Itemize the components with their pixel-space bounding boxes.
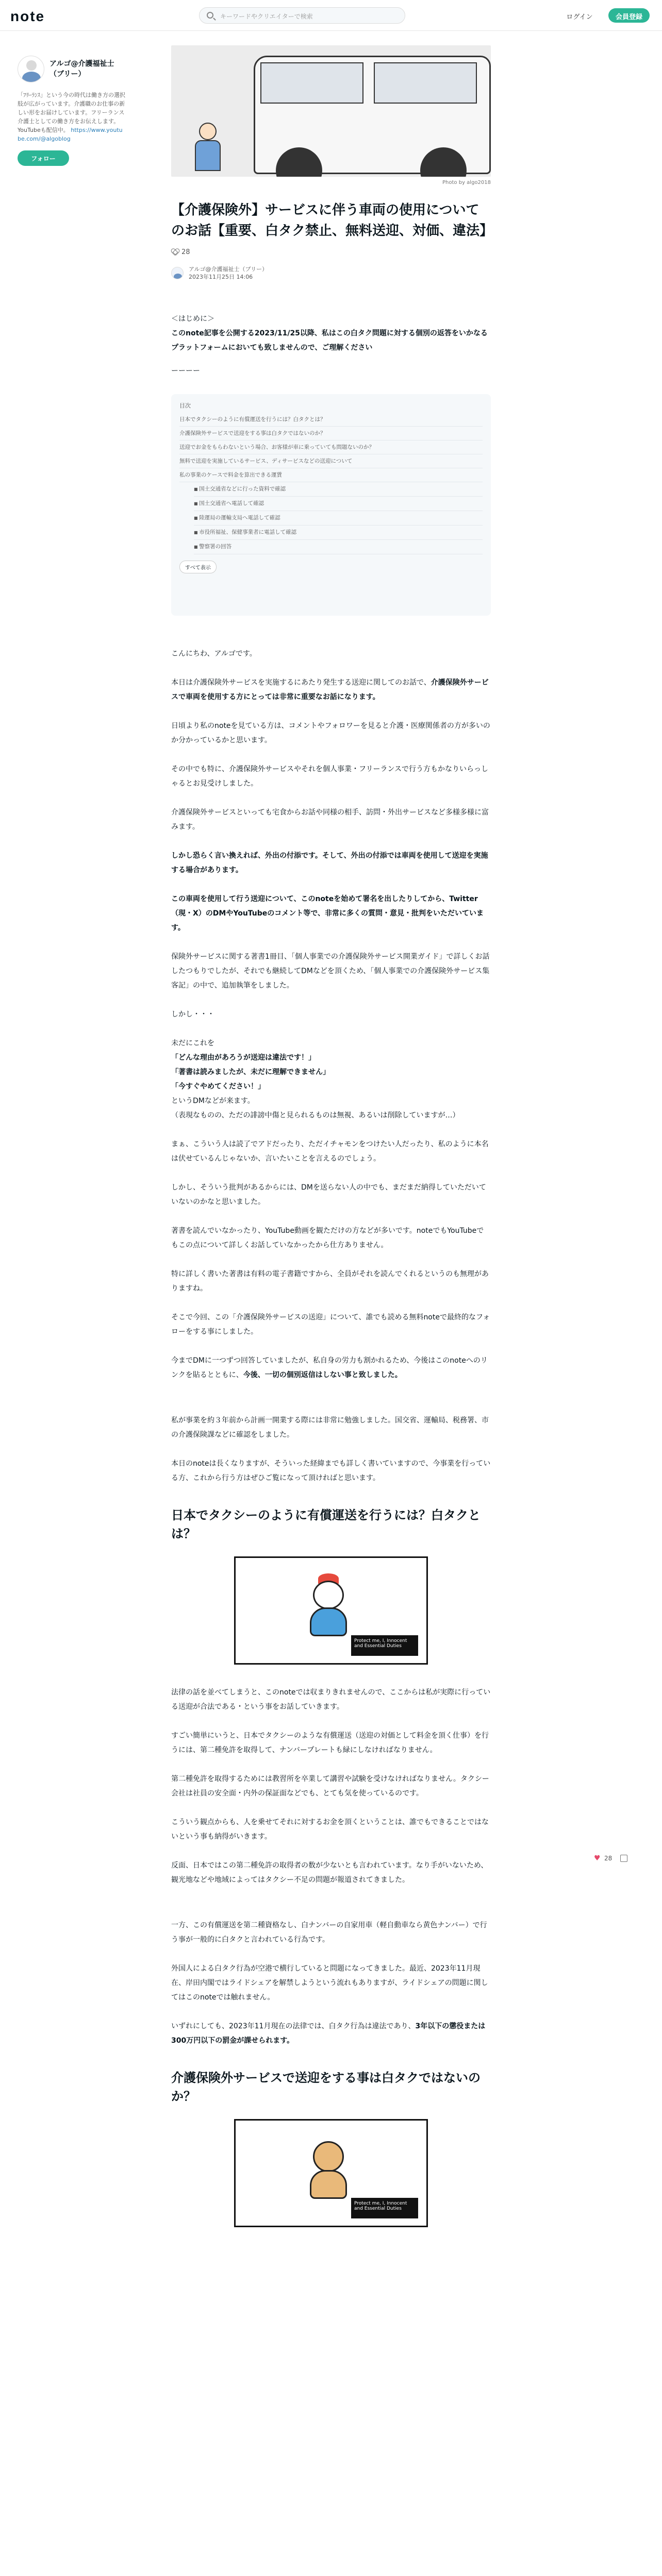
paragraph: しかし・・・ (171, 1010, 214, 1019)
paragraph: 未だにこれを 「どんな理由があろうが送迎は違法です！」 「著書は読みましたが、未だに理解できません」 「今すぐやめてください！」 というDMなどが来ます。 （表現なものの、ただの誹謗中傷と見られるものは無視、あるいは削除していますが…） (171, 1039, 460, 1120)
author-meta (189, 265, 268, 281)
paragraph: 反面、日本ではこの第二種免許の取得者の数が少ないとも言われています。なり手がいないため、観光地などや地域によってはタクシー不足の問題が報道されてきました。 (171, 1861, 488, 1884)
paragraph: 著書を読んでいなかったり、YouTube動画を観ただけの方などが多いです。noteでもYouTubeでもこの点について詳しくお話していなかったから仕方ありません。 (171, 1227, 484, 1249)
paragraph: しかし、そういう批判があるからには、DMを送らない人の中でも、まだまだ納得していただいていないのかなと思いました。 (171, 1183, 486, 1206)
paragraph: すごい簡単にいうと、日本でタクシーのような有償運送（送迎の対価として料金を頂く仕事）を行うには、第二種免許を取得して、ナンバープレートも緑にしなければなりません。 (171, 1732, 489, 1754)
paragraph: 法律の話を並べてしまうと、このnoteでは収まりきれませんので、ここからは私が実際に行っている送迎が合法である・という事をお話していきます。 (171, 1688, 491, 1711)
article-main (171, 45, 491, 2248)
hero-image (171, 45, 491, 177)
share-icon[interactable] (620, 1855, 627, 1862)
toc-heading: 目次 (179, 402, 191, 409)
paragraph: 介護保険外サービスといっても宅食からお話や同様の相手、訪問・外出サービスなど多様多様に富みます。 (171, 808, 489, 831)
rooster-illustration (234, 1556, 428, 1665)
creator-name[interactable]: アルゴ@介護福祉士（ブリー） (49, 60, 114, 78)
search-icon (207, 12, 213, 19)
toc-item[interactable]: 私の事業のケースで料金を算出できる運賃 (179, 468, 483, 482)
paragraph: そこで今回、この「介護保険外サービスの送迎」について、誰でも読める無料noteで最終的なフォローをする事にしました。 (171, 1313, 490, 1336)
section-heading: 日本でタクシーのように有償運送を行うには？白タクとは？ (171, 1508, 481, 1541)
intro-label: ＜はじめに＞ (171, 315, 214, 323)
paragraph: 外国人による白タク行為が空港で横行していると問題になってきました。最近、2023年11月現在、岸田内閣ではライドシェアを解禁しようという流れもありますが、ライドシェアの問題に関してはこのnoteでは触れません。 (171, 1964, 488, 2002)
paragraph: 今までDMに一つずつ回答していましたが、私自身の労力も割かれるため、今後はこのnoteへのリンクを貼るとともに、今後、一切の個別返信はしない事と致しました。 (171, 1357, 488, 1379)
author-row (171, 265, 491, 281)
intro-block (171, 312, 491, 355)
table-of-contents (171, 394, 491, 616)
article-title: 【介護保険外】サービスに伴う車両の使用についてのお話【重要、白タク禁止、無料送迎、対価、違法】 (171, 202, 493, 239)
paragraph: 本日のnoteは長くなりますが、そういった経緯までも詳しく書いていますので、今事業を行っている方、これから行う方はぜひご覧になって頂ければと思います。 (171, 1460, 491, 1482)
paragraph: この車両を使用して行う送迎について、このnoteを始めて署名を出したりしてから、Twitter（現・X）のDMやYouTubeのコメント等で、非常に多くの質問・意見・批判をいただいています。 (171, 895, 484, 932)
search-placeholder: キーワードやクリエイターで検索 (220, 13, 313, 20)
toc-item[interactable]: ■ 国土交通省などに行った資料で確認 (194, 482, 483, 497)
toc-item[interactable]: 無料で送迎を実施しているサービス、ディサービスなどの送迎について (179, 454, 483, 468)
like-row (171, 248, 491, 256)
search-input[interactable] (199, 7, 405, 24)
paragraph: こんにちわ、アルゴです。 (171, 650, 257, 658)
login-button[interactable]: ログイン (566, 13, 593, 21)
publish-date: 2023年11月25日 14:06 (189, 274, 253, 280)
toc-item[interactable]: 日本でタクシーのように有償運送を行うには？白タクとは？ (179, 413, 483, 427)
paragraph: 第二種免許を取得するためには教習所を卒業して講習や試験を受けなければなりません。タクシー会社は社員の安全面・内外の保証面などでも、とても気を使っているのです。 (171, 1775, 489, 1798)
photo-caption: Photo by algo2018 (442, 180, 491, 185)
van-illustration (254, 56, 491, 174)
note-logo[interactable]: note (10, 8, 45, 24)
paragraph: 特に詳しく書いた著書は有料の電子書籍ですから、全員がそれを読んでくれるというのも無理がありますね。 (171, 1270, 489, 1293)
illustration-caption: Protect me, I, Innocent and Essential Duties (351, 2198, 418, 2218)
floating-like-count: 28 (604, 1855, 613, 1862)
register-button[interactable]: 会員登録 (608, 8, 650, 23)
paragraph: その中でも特に、介護保険外サービスやそれを個人事業・フリーランスで行う方もかなりいらっしゃるとお見受けしました。 (171, 765, 489, 788)
person-illustration (192, 123, 223, 174)
paragraph: しかし恐らく言い換えれば、外出の付添です。そして、外出の付添では車両を使用して送迎を実施する場合があります。 (171, 852, 488, 874)
article-body (171, 647, 491, 2227)
creator-avatar[interactable] (18, 56, 44, 82)
creator-sidebar (18, 56, 126, 166)
creator-bio-text: 「ﾌﾘｰﾗﾝｽ」という今の時代は働き方の選択肢が広がっています。介護職のお仕事の新しい形をお届けしています。フリーランス介護士としての働き方をお伝えします。YouTubeも配信中。 (18, 92, 125, 133)
paragraph: こういう観点からも、人を乗せてそれに対するお金を頂くということは、誰でもできることではないという事も納得がいきます。 (171, 1818, 489, 1841)
like-count: 28 (181, 248, 190, 256)
paragraph: 保険外サービスに関する著書1冊目、「個人事業での介護保険外サービス開業ガイド」で詳しくお話したつもりでしたが、それでも継続してDMなどを頂くため、「個人事業での介護保険外サービス集客記」の中で、追加執筆をしました。 (171, 953, 490, 990)
toc-item[interactable]: 介護保険外サービスで送迎をする事は白タクではないのか？ (179, 427, 483, 440)
floating-actions (594, 1855, 627, 1862)
author-avatar[interactable] (171, 267, 184, 279)
toc-item[interactable]: 送迎でお金をもらわないという場合、お客様が車に乗っていても問題ないのか？ (179, 440, 483, 454)
intro-text: このnote記事を公開する2023/11/25以降、私はこの白タク問題に対する個別の返答をいかなるプラットフォームにおいても致しませんので、ご理解ください (171, 329, 488, 352)
author-name[interactable]: アルゴ@介護福祉士（ブリー） (189, 266, 268, 273)
toc-item[interactable]: ■ 陸運局の運輸支局へ電話して確認 (194, 511, 483, 526)
paragraph: 日頃より私のnoteを見ている方は、コメントやフォロワーを見ると介護・医療関係者の方が多いのか分かっているかと思います。 (171, 722, 490, 744)
toc-item[interactable]: ■ 国土交通省へ電話して確認 (194, 497, 483, 511)
creator-link[interactable]: https://www.youtube.com/@algoblog (18, 127, 123, 142)
section-heading: 介護保険外サービスで送迎をする事は白タクではないのか？ (171, 2071, 481, 2104)
paragraph: 一方、この有償運送を第二種資格なし、白ナンバーの自家用車（軽自動車なら黄色ナンバー）で行う事が一般的に白タクと言われている行為です。 (171, 1921, 487, 1944)
site-header (0, 0, 662, 31)
creator-bio (18, 91, 126, 143)
toc-item[interactable]: ■ 警察署の回答 (194, 540, 483, 554)
dog-illustration (234, 2119, 428, 2227)
heart-icon[interactable] (171, 249, 178, 256)
paragraph: いずれにしても、2023年11月現在の法律では、白タク行為は違法であり、3年以下の懲役または300万円以下の罰金が課せられます。 (171, 2022, 486, 2045)
illustration-caption: Protect me, I, Innocent and Essential Duties (351, 1635, 418, 1656)
separator: ーーーー (171, 367, 200, 375)
paragraph: 本日は介護保険外サービスを実施するにあたり発生する送迎に関してのお話で、介護保険外サービスで車両を使用する方にとっては非常に重要なお話になります。 (171, 679, 489, 701)
floating-heart-icon[interactable]: ♥ (594, 1854, 601, 1862)
follow-button[interactable]: フォロー (18, 150, 69, 166)
paragraph: まぁ、こういう人は読了でアドだったり、ただイチャモンをつけたい人だったり、私のように本名は伏せているんじゃないか、言いたいことを言えるのでしょう。 (171, 1140, 489, 1163)
toc-show-all-button[interactable]: すべて表示 (179, 561, 217, 573)
paragraph: 私が事業を約３年前から計画一開業する際には非常に勉強しました。国交省、運輸局、税務署、市の介護保険課などに確認をしました。 (171, 1416, 489, 1439)
toc-item[interactable]: ■ 市役所福祉、保健事業者に電話して確認 (194, 526, 483, 540)
